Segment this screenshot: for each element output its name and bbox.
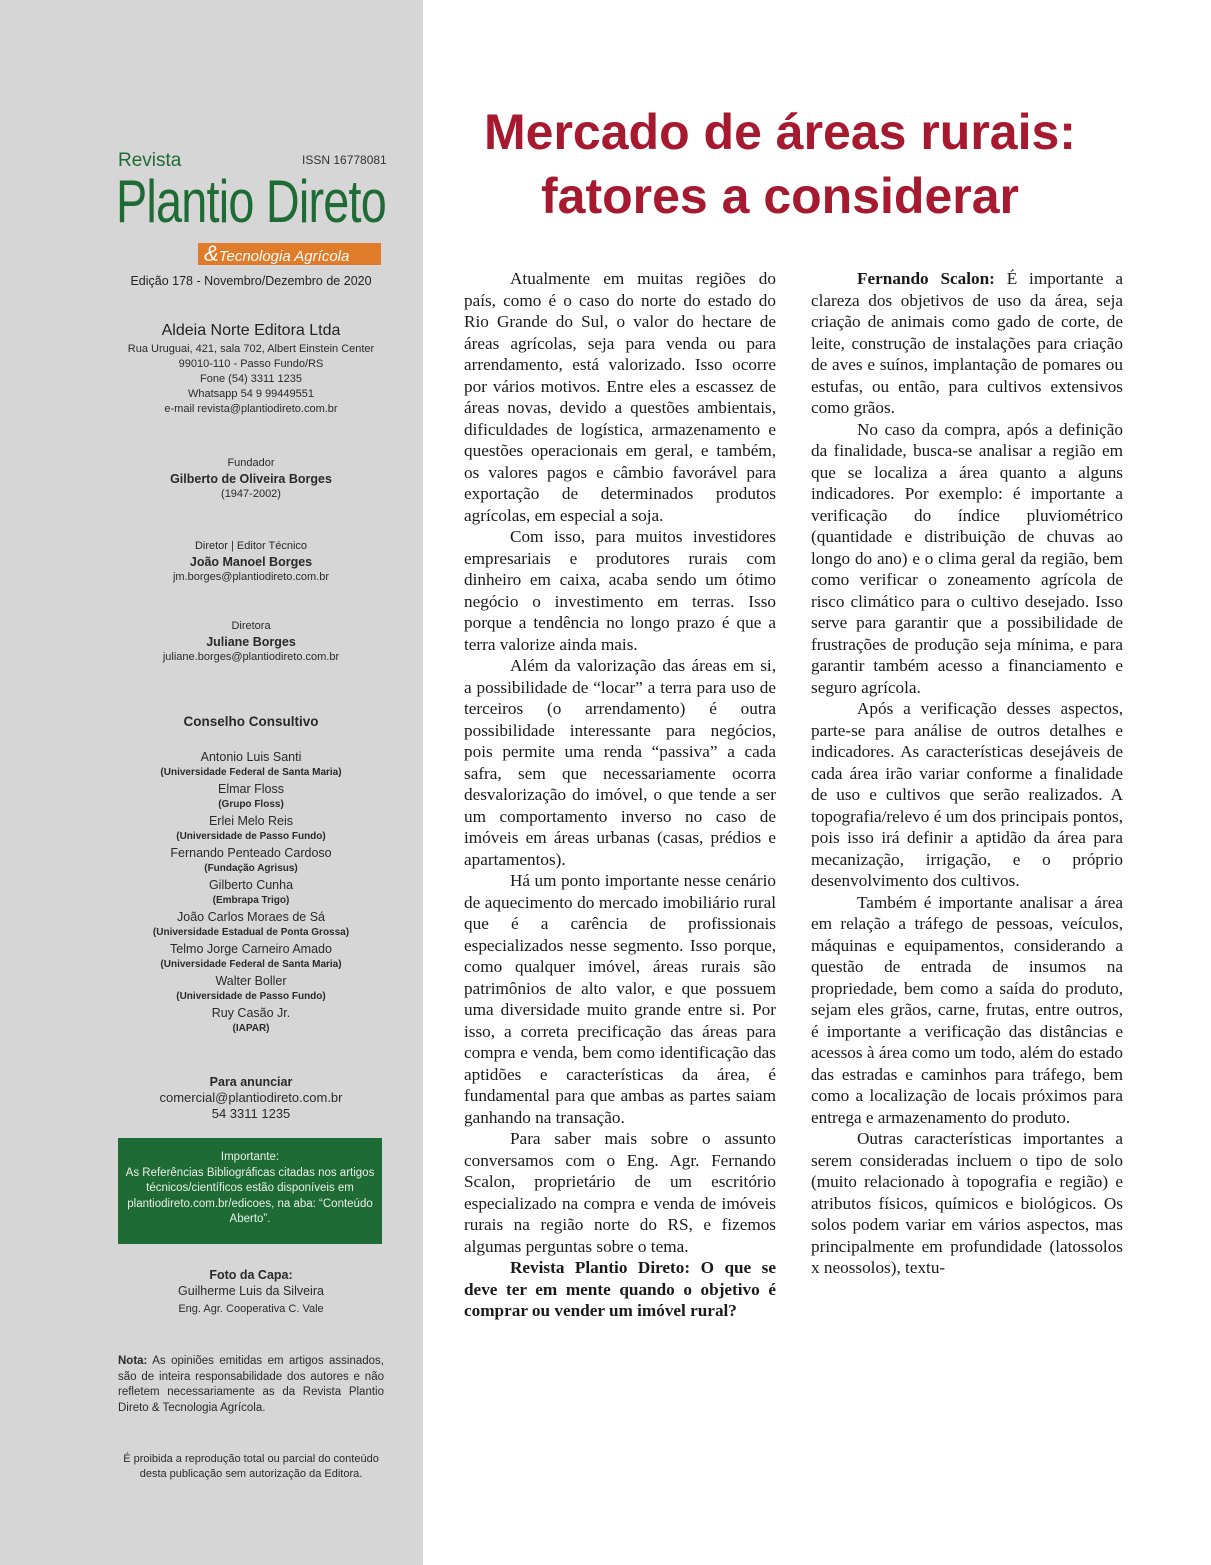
- paragraph: Para saber mais sobre o assunto conversamos com o Eng. Agr. Fernando Scalon, proprietário de um escritório especializado na compra e venda de imóveis rurais na região norte do RS, e fizemos algumas perguntas sobre o tema.: [464, 1129, 776, 1256]
- council-member-name: Antonio Luis Santi: [200, 750, 302, 764]
- publisher-address-2: 99010-110 - Passo Fundo/RS: [178, 358, 324, 370]
- founder-name: Gilberto de Oliveira Borges: [170, 472, 332, 486]
- director2-email: juliane.borges@plantiodireto.com.br: [162, 651, 340, 663]
- council-member-name: João Carlos Moraes de Sá: [177, 910, 325, 924]
- masthead-ampersand: &: [204, 241, 219, 266]
- answer-speaker: Fernando Scalon:: [857, 269, 995, 288]
- council-member-affiliation: (Fundação Agrisus): [204, 863, 298, 874]
- note-text: As opiniões emitidas em artigos assinados, são de inteira responsabilidade dos autores e não refletem necessariamente as da Revista Plantio Direto & Tecnologia Agrícola.: [118, 1355, 384, 1414]
- headline-line-2: fatores a considerar: [541, 168, 1019, 224]
- paragraph: Também é importante analisar a área em relação a tráfego de pessoas, veículos, máquinas e equipamentos, considerando a questão de entrada de insumos na propriedade, bem como a saída do produto, sejam eles grãos, carne, frutas, entre outros, é importante a verificação das distâncias e acessos à área como um todo, além do estado das estradas e caminhos para tráfego, bem como a localização de locais próximos para entrega e armazenamento do produto.: [811, 892, 1123, 1127]
- publisher-phone: Fone (54) 3311 1235: [200, 373, 302, 385]
- cover-title: Foto da Capa:: [209, 1268, 293, 1282]
- headline-line-1: Mercado de áreas rurais:: [484, 104, 1076, 160]
- council-member-name: Fernando Penteado Cardoso: [170, 846, 332, 860]
- interview-question: Revista Plantio Direto: O que se deve ter em mente quando o objetivo é comprar ou vender um imóvel rural?: [464, 1258, 776, 1320]
- article-headline: [430, 100, 1130, 228]
- council-member-name: Elmar Floss: [218, 782, 284, 796]
- council-member-affiliation: (Universidade de Passo Fundo): [176, 831, 326, 842]
- paragraph: Outras características importantes a serem consideradas incluem o tipo de solo (muito relacionado à topografia e região) e atributos físicos, químicos e biológicos. Os solos podem variar em vários aspectos, mas principalmente em profundidade (latossolos x neossolos), textu-: [811, 1129, 1123, 1277]
- cover-block: [118, 1267, 384, 1317]
- council-member-affiliation: (Universidade Federal de Santa Maria): [160, 767, 342, 778]
- paragraph: Atualmente em muitas regiões do país, como é o caso do norte do estado do Rio Grande do Sul, o valor do hectare de áreas agrícolas, seja para venda ou para arrendamento, está valorizado. Isso ocorre por vários motivos. Entre eles a escassez de áreas novas, devido a questões ambientais, dificuldades de logística, armazenamento e questões operacionais em geral, e também, os valores pagos e câmbio favorável para exportação de determinados produtos agrícolas, em especial a soja.: [464, 269, 776, 525]
- director-name: João Manoel Borges: [189, 555, 313, 569]
- council-title: Conselho Consultivo: [183, 714, 319, 729]
- edition-info: Edição 178 - Novembro/Dezembro de 2020: [130, 274, 372, 288]
- ads-block: [118, 1074, 384, 1122]
- council-member-affiliation: (Universidade Estadual de Ponta Grossa): [152, 927, 350, 938]
- ads-title: Para anunciar: [209, 1075, 293, 1089]
- paragraph: Após a verificação desses aspectos, parte-se para análise de outros detalhes e indicadores. As características desejáveis de cada área irão variar conforme a finalidade de uso e cultivos que serão realizados. A topografia/relevo é um dos principais pontos, pois isso irá definir a aptidão da área para mecanização, irrigação, e o próprio desenvolvimento dos cultivos.: [811, 699, 1123, 890]
- important-text: As Referências Bibliográficas citadas nos artigos técnicos/científicos estão disponíveis em plantiodireto.com.br/edicoes, na aba: “Conteúdo Aberto”.: [125, 1166, 375, 1225]
- council-member-name: Gilberto Cunha: [208, 878, 294, 892]
- council-member-name: Walter Boller: [215, 974, 287, 988]
- founder-years: (1947-2002): [221, 488, 281, 500]
- publisher-contact: [118, 342, 384, 417]
- council-member-name: Erlei Melo Reis: [208, 814, 294, 828]
- council-member-name: Ruy Casão Jr.: [211, 1006, 291, 1020]
- founder-block: [118, 456, 384, 502]
- council-member-affiliation: (IAPAR): [232, 1023, 270, 1034]
- council-member-affiliation: (Universidade de Passo Fundo): [176, 991, 326, 1002]
- director-email: jm.borges@plantiodireto.com.br: [172, 571, 330, 583]
- answer-text: É importante a clareza dos objetivos de uso da área, seja criação de animais como gado de corte, de leite, construção de instalações para criação de aves e suínos, implantação de pomares ou estufas, ou então, para cultivos extensivos como grãos.: [811, 269, 1123, 417]
- publisher-email: e-mail revista@plantiodireto.com.br: [164, 403, 338, 415]
- masthead-issn: ISSN 16778081: [302, 153, 387, 167]
- masthead-title: Plantio Direto: [116, 168, 387, 235]
- ads-phone: 54 3311 1235: [211, 1106, 291, 1121]
- sidebar: [0, 0, 423, 1565]
- note: [118, 1354, 384, 1416]
- interview-answer: [811, 268, 1123, 419]
- masthead-subtitle: [198, 243, 381, 265]
- important-title: Importante:: [220, 1151, 280, 1163]
- director-block: [118, 539, 384, 585]
- council-list: [118, 749, 384, 1037]
- note-label: Nota:: [118, 1355, 148, 1367]
- publisher-whatsapp: Whatsapp 54 9 99449551: [188, 388, 314, 400]
- masthead-revista: Revista: [118, 150, 182, 171]
- prohibition-notice: É proibida a reprodução total ou parcial do conteúdo desta publicação sem autorização da Editora.: [123, 1453, 379, 1480]
- founder-role: Fundador: [227, 457, 275, 469]
- council-member-name: Telmo Jorge Carneiro Amado: [170, 942, 332, 956]
- publisher-name: Aldeia Norte Editora Ltda: [161, 322, 341, 339]
- paragraph: Com isso, para muitos investidores empresariais e produtores rurais com dinheiro em caixa, acaba sendo um ótimo negócio o investimento em terras. Isso porque a tendência no longo prazo é que a terra valorize ainda mais.: [464, 527, 776, 654]
- council-member-affiliation: (Embrapa Trigo): [212, 895, 290, 906]
- cover-name: Guilherme Luis da Silveira: [178, 1284, 324, 1298]
- director2-block: [118, 619, 384, 665]
- council-member-affiliation: (Universidade Federal de Santa Maria): [160, 959, 342, 970]
- director-role: Diretor | Editor Técnico: [194, 540, 308, 552]
- paragraph: Além da valorização das áreas em si, a possibilidade de “locar” a terra para uso de terceiros (o arrendamento) é outra possibilidade interessante para negócios, pois permite uma renda “passiva” a cada safra, sem que necessariamente ocorra desvalorização do imóvel, o que tende a ser um comportamento inverso no caso de imóveis em áreas urbanas (casas, prédios e apartamentos).: [464, 656, 776, 869]
- cover-role: Eng. Agr. Cooperativa C. Vale: [178, 1303, 324, 1315]
- director2-name: Juliane Borges: [206, 635, 296, 649]
- council-member-affiliation: (Grupo Floss): [218, 799, 284, 810]
- publisher-address-1: Rua Uruguai, 421, sala 702, Albert Einstein Center: [127, 343, 375, 355]
- ads-email: comercial@plantiodireto.com.br: [159, 1090, 343, 1105]
- article-column-1: [464, 268, 776, 1322]
- paragraph: Há um ponto importante nesse cenário de aquecimento do mercado imobiliário rural que é a carência de profissionais especializados nesse segmento. Isso porque, como qualquer imóvel, áreas rurais são patrimônios de alto valor, e que possuem uma diversidade muito grande entre si. Por isso, a correta precificação das áreas para compra e venda, bem como identificação das aptidões e características da área, é fundamental para que ambas as partes saiam ganhando na transação.: [464, 871, 776, 1127]
- masthead-subtitle-text: Tecnologia Agrícola: [218, 248, 350, 265]
- important-box: [118, 1138, 382, 1244]
- article-column-2: [811, 268, 1123, 1279]
- director2-role: Diretora: [231, 620, 271, 632]
- paragraph: No caso da compra, após a definição da finalidade, busca-se analisar a região em que se localiza a área quanto a alguns indicadores. Por exemplo: é importante a verificação do índice pluviométrico (quantidade e distribuição de chuvas ao longo do ano) e o clima geral da região, bem como verificar o zoneamento agrícola de risco climático para o cultivo desejado. Isso serve para garantir que a possibilidade de frustrações de produção seja mínima, e para garantir também acesso a financiamento e seguro agrícola.: [811, 419, 1123, 697]
